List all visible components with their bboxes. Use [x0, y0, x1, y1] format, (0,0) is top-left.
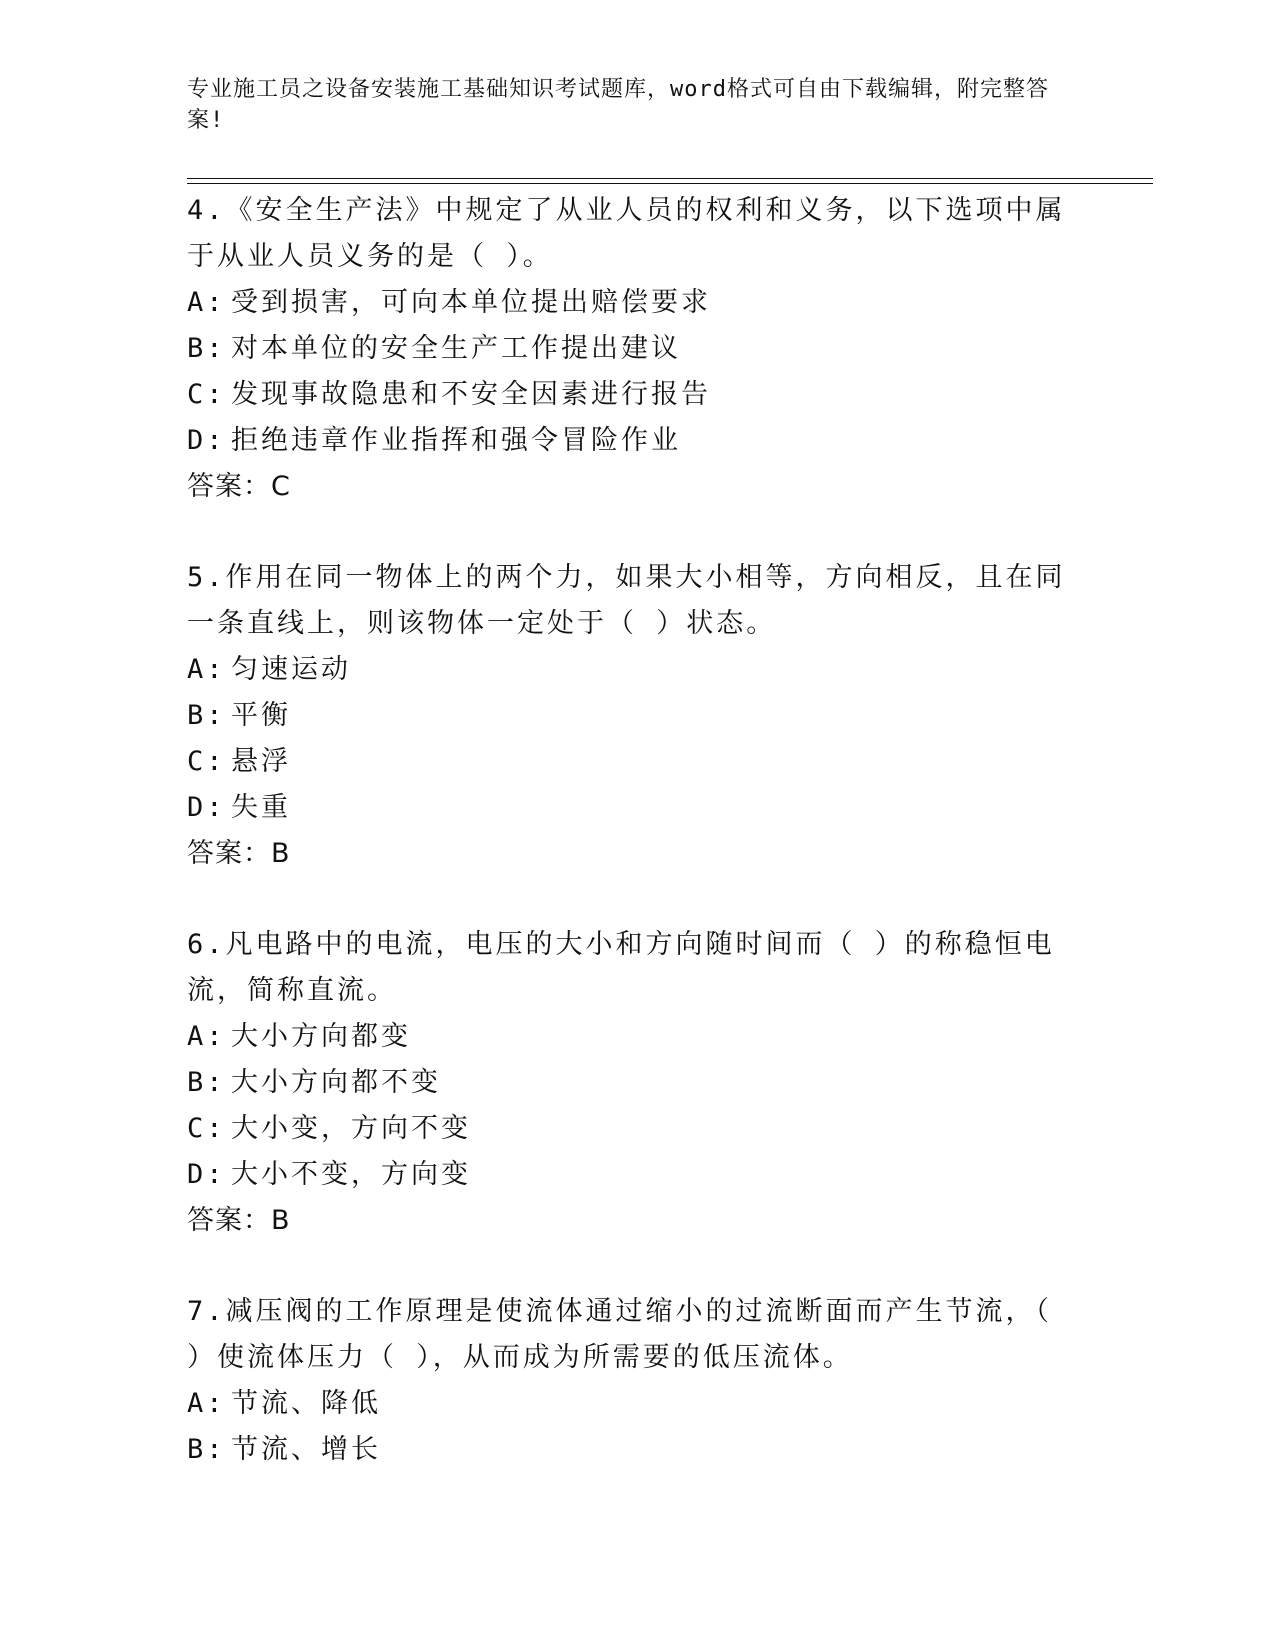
answer-line: 答案：B [187, 1205, 291, 1236]
question-stem: 5.作用在同一物体上的两个力，如果大小相等，方向相反，且在同一条直线上，则该物体一定处于（ ）状态。 [187, 562, 1066, 639]
option-a [187, 280, 1087, 326]
question-7 [187, 1289, 1087, 1473]
option-c [187, 1106, 1087, 1152]
document-header [187, 74, 1067, 136]
option-letter: D: [187, 1159, 226, 1190]
header-rule-top [187, 178, 1153, 179]
option-b [187, 1427, 1087, 1473]
option-letter: D: [187, 425, 226, 456]
option-letter: B: [187, 1434, 226, 1465]
option-d [187, 785, 1087, 831]
option-text: 拒绝违章作业指挥和强令冒险作业 [231, 425, 681, 456]
option-text: 失重 [231, 792, 291, 823]
option-letter: A: [187, 654, 226, 685]
option-text: 受到损害，可向本单位提出赔偿要求 [231, 287, 711, 318]
answer-line: 答案：C [187, 471, 291, 502]
option-text: 节流、降低 [231, 1388, 381, 1419]
option-letter: B: [187, 700, 226, 731]
option-letter: A: [187, 287, 226, 318]
option-text: 悬浮 [231, 746, 291, 777]
option-text: 大小变，方向不变 [231, 1113, 471, 1144]
answer-line: 答案：B [187, 838, 291, 869]
option-letter: A: [187, 1388, 226, 1419]
option-letter: B: [187, 333, 226, 364]
question-stem: 4.《安全生产法》中规定了从业人员的权利和义务，以下选项中属于从业人员义务的是（ ）。 [187, 195, 1066, 272]
option-a [187, 647, 1087, 693]
option-letter: A: [187, 1021, 226, 1052]
option-text: 平衡 [231, 700, 291, 731]
option-d [187, 1152, 1087, 1198]
option-d [187, 418, 1087, 464]
header-rule-bottom [187, 183, 1153, 184]
option-text: 节流、增长 [231, 1434, 381, 1465]
option-text: 发现事故隐患和不安全因素进行报告 [231, 379, 711, 410]
option-letter: C: [187, 379, 226, 410]
question-4 [187, 188, 1087, 510]
option-b [187, 1060, 1087, 1106]
option-letter: B: [187, 1067, 226, 1098]
question-stem: 7.减压阀的工作原理是使流体通过缩小的过流断面而产生节流，（ ）使流体压力（ ），从而成为所需要的低压流体。 [187, 1296, 1053, 1373]
option-text: 大小不变，方向变 [231, 1159, 471, 1190]
option-letter: D: [187, 792, 226, 823]
option-text: 对本单位的安全生产工作提出建议 [231, 333, 681, 364]
question-6 [187, 922, 1087, 1244]
option-b [187, 326, 1087, 372]
header-title: 专业施工员之设备安装施工基础知识考试题库，word格式可自由下载编辑，附完整答案! [187, 77, 1049, 133]
option-text: 大小方向都变 [231, 1021, 411, 1052]
question-list [187, 188, 1087, 1518]
option-text: 大小方向都不变 [231, 1067, 441, 1098]
option-c [187, 372, 1087, 418]
option-a [187, 1014, 1087, 1060]
option-a [187, 1381, 1087, 1427]
option-letter: C: [187, 1113, 226, 1144]
option-c [187, 739, 1087, 785]
option-letter: C: [187, 746, 226, 777]
question-5 [187, 555, 1087, 877]
option-b [187, 693, 1087, 739]
question-stem: 6.凡电路中的电流，电压的大小和方向随时间而（ ）的称稳恒电流，简称直流。 [187, 929, 1055, 1006]
option-text: 匀速运动 [231, 654, 351, 685]
